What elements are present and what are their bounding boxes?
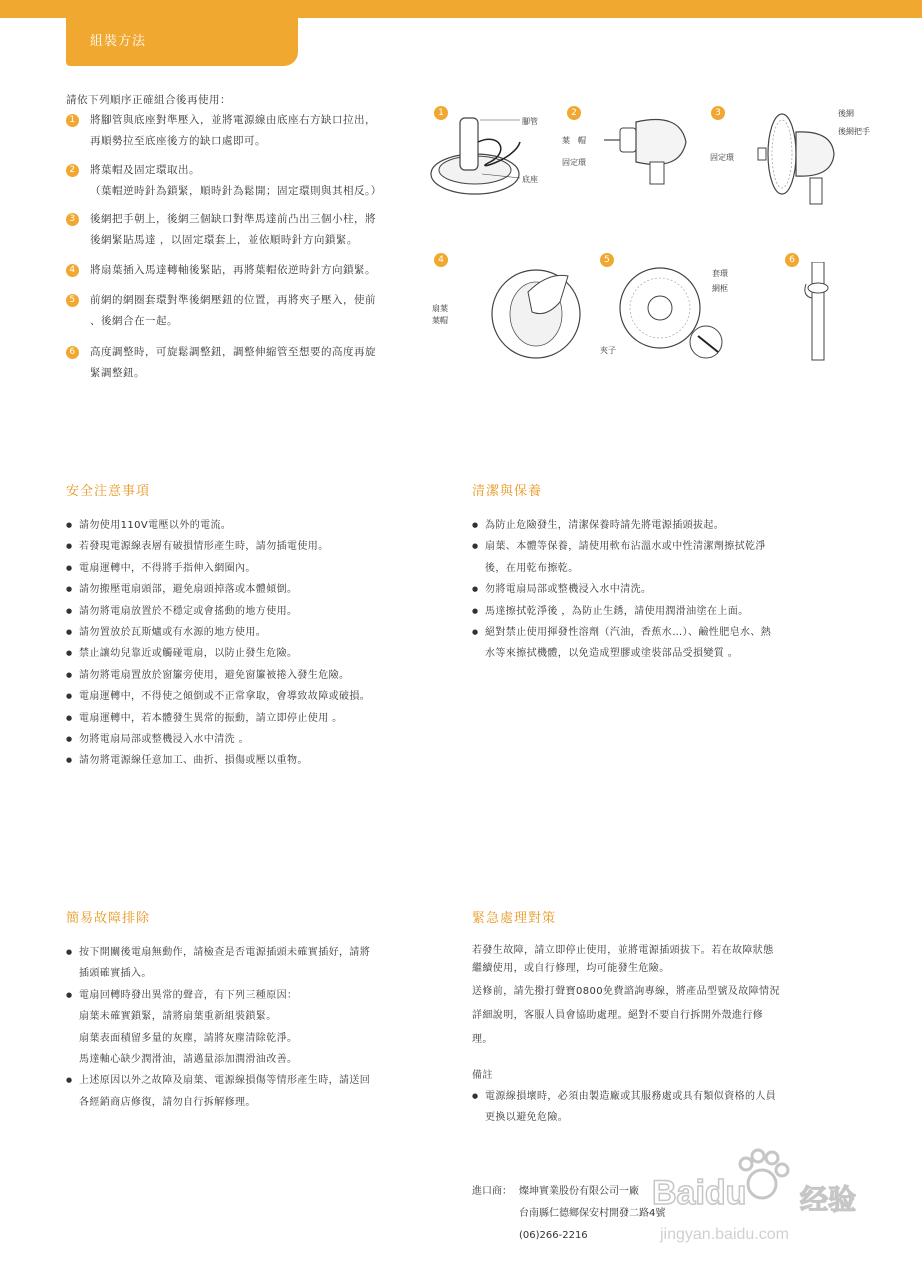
watermark-cn: 经验 — [800, 1183, 857, 1216]
emergency-paragraph-2: 送修前，請先撥打聲寶0800免費諮詢專線，將產品型號及故障情況 詳細說明，客服人員會協助處理。絕對不要自行拆開外殼進行修 理。 — [472, 986, 780, 1045]
diagram-2-label-cap: 葉 帽 — [562, 136, 586, 145]
list-item: ● 按下開關後電扇無動作，請檢查是否電源插頭未確實插好，請將 插頭確實插入。 — [66, 942, 446, 985]
note-list — [472, 1086, 862, 1129]
section-tab — [66, 18, 298, 66]
diagram-4-number: 4 — [434, 253, 448, 267]
list-item: ● 絕對禁止使用揮發性溶劑（汽油，香蕉水…）、鹼性肥皂水、熱 水等來擦拭機體，以免造成塑膠或塗裝部品受損變質 。 — [472, 622, 862, 665]
list-item: ● 馬達擦拭乾淨後 ，為防止生銹，請使用潤滑油塗在上面。 — [472, 601, 862, 622]
emergency-paragraph-1: 若發生故障，請立即停止使用，並將電源插頭拔下。若在故障狀態 繼續使用，或自行修理，均可能發生危險。 — [472, 945, 774, 974]
list-item: ● 請勿將電扇放置於不穩定或會搖動的地方使用。 — [66, 601, 446, 622]
list-item: ● 勿將電扇局部或整機浸入水中清洗 。 — [66, 729, 446, 750]
cleaning-title: 清潔與保養 — [472, 484, 543, 499]
diagram-1-number: 1 — [434, 106, 448, 120]
list-item: ● 電扇回轉時發出異常的聲音，有下列三種原因： 扇葉未確實鎖緊，請將扇葉重新組裝鎖緊。 扇葉表面積留多量的灰塵，請將灰塵清除乾淨。 馬達軸心缺少潤滑油，請邁量添加潤滑油改善。 — [66, 985, 446, 1071]
diagram-2-label-ring: 固定環 — [562, 158, 586, 167]
watermark-logo: Baidu — [652, 1174, 747, 1212]
diagram-5-label-ring: 套環 — [712, 269, 728, 278]
step-number: 6 — [66, 346, 79, 359]
diagram-3-label-handle: 後網把手 — [838, 127, 870, 136]
list-item: ● 電源線損壞時，必須由製造廠或其服務處或具有類似資格的人員 更換以避免危險。 — [472, 1086, 862, 1129]
step-number: 2 — [66, 164, 79, 177]
diagram-6-number: 6 — [785, 253, 799, 267]
top-accent-bar — [0, 0, 922, 18]
importer-company: 燦坤實業股份有限公司一廠 — [519, 1186, 639, 1197]
list-item: ● 電扇運轉中，不得將手指伸入網圈內。 — [66, 558, 446, 579]
diagram-1-label-pipe: 腳管 — [522, 117, 538, 126]
diagram-4-label-blade: 扇葉 — [432, 304, 448, 313]
step-number: 4 — [66, 264, 79, 277]
list-item: ● 請勿將電扇置放於窗簾旁使用，避免窗簾被捲入發生危險。 — [66, 665, 446, 686]
cleaning-list — [472, 515, 862, 665]
diagram-4-blade — [488, 262, 588, 362]
list-item: ● 電扇運轉中，不得使之傾倒或不正常拿取，會導致故障或破損。 — [66, 686, 446, 707]
list-item: ● 請勿將電源線任意加工、曲折、損傷或壓以重物。 — [66, 750, 446, 771]
importer-label: 進口商： — [472, 1186, 512, 1197]
step-text: 將葉帽及固定環取出。 （葉帽逆時針為鎖緊，順時針為鬆開；固定環則與其相反。） — [90, 164, 382, 197]
diagram-4-label-cap: 葉帽 — [432, 316, 448, 325]
diagram-3-rear-guard — [740, 112, 840, 208]
emergency-title: 緊急處理對策 — [472, 911, 557, 926]
baidu-watermark — [652, 1148, 912, 1268]
note-title: 備註 — [472, 1070, 493, 1081]
assembly-step-1 — [66, 110, 376, 152]
section-tab-title: 組裝方法 — [90, 34, 147, 49]
assembly-step-3 — [66, 209, 376, 251]
diagram-3-label-ring: 固定環 — [710, 153, 734, 162]
step-number: 3 — [66, 213, 79, 226]
watermark-url: jingyan.baidu.com — [660, 1226, 789, 1243]
assembly-step-4 — [66, 260, 376, 281]
importer-address: 台南縣仁德鄉保安村開發二路4號 — [519, 1208, 666, 1219]
diagram-6-height-adjust — [800, 262, 840, 362]
assembly-step-2 — [66, 160, 382, 202]
step-text: 將腳管與底座對準壓入，並將電源線由底座右方缺口拉出， 再順勢拉至底座後方的缺口處即可。 — [90, 114, 376, 147]
list-item: ● 扇葉、本體等保養，請使用軟布沾溫水或中性清潔劑擦拭乾淨 後，在用乾布擦乾。 — [472, 536, 862, 579]
step-number: 5 — [66, 294, 79, 307]
list-item: ● 禁止讓幼兒靠近或觸碰電扇，以防止發生危險。 — [66, 643, 446, 664]
list-item: ● 請勿置放於瓦斯爐或有水源的地方使用。 — [66, 622, 446, 643]
step-text: 將扇葉插入馬達轉軸後緊貼，再將葉帽依逆時針方向鎖緊。 — [90, 264, 376, 276]
diagram-5-front-guard — [618, 264, 728, 364]
safety-list — [66, 515, 446, 772]
list-item: ● 請勿使用110V電壓以外的電流。 — [66, 515, 446, 536]
diagram-1-label-base: 底座 — [522, 175, 538, 184]
troubleshooting-title: 簡易故障排除 — [66, 911, 151, 926]
troubleshooting-list — [66, 942, 446, 1113]
list-item: ● 電扇運轉中，若本體發生異常的振動，請立即停止使用 。 — [66, 708, 446, 729]
safety-title: 安全注意事項 — [66, 484, 151, 499]
diagram-3-number: 3 — [711, 106, 725, 120]
diagram-5-label-clip: 夾子 — [600, 346, 616, 355]
diagram-2-motor — [590, 112, 700, 192]
diagram-1-fan-base — [420, 112, 570, 202]
list-item: ● 上述原因以外之故障及扇葉、電源線損傷等情形產生時，請送回 各經銷商店修復，請勿自行拆解修理。 — [66, 1070, 446, 1113]
assembly-step-5 — [66, 290, 376, 332]
step-number: 1 — [66, 114, 79, 127]
step-text: 前網的網圈套環對準後網壓鈕的位置，再將夾子壓入，使前 、後網合在一起。 — [90, 294, 376, 327]
list-item: ● 若發現電源線表層有破損情形產生時，請勿插電使用。 — [66, 536, 446, 557]
assembly-step-6 — [66, 342, 376, 384]
list-item: ● 請勿搬壓電扇頭部，避免扇頭掉落或本體傾倒。 — [66, 579, 446, 600]
list-item: ● 為防止危險發生，清潔保養時請先將電源插頭拔起。 — [472, 515, 862, 536]
importer-phone: (06)266-2216 — [519, 1230, 588, 1241]
step-text: 高度調整時，可旋鬆調整鈕，調整伸縮管至想要的高度再旋 緊調整鈕。 — [90, 346, 376, 379]
diagram-5-number: 5 — [600, 253, 614, 267]
diagram-5-label-frame: 網框 — [712, 284, 728, 293]
assembly-intro: 請依下列順序正確組合後再使用： — [66, 94, 231, 106]
step-text: 後網把手朝上，後網三個缺口對準馬達前凸出三個小柱，將 後網緊貼馬達 ，以固定環套上，並依順時針方向鎖緊。 — [90, 213, 376, 246]
diagram-3-label-rear-guard: 後網 — [838, 109, 854, 118]
list-item: ● 勿將電扇局部或整機浸入水中清洗。 — [472, 579, 862, 600]
diagram-2-number: 2 — [567, 106, 581, 120]
